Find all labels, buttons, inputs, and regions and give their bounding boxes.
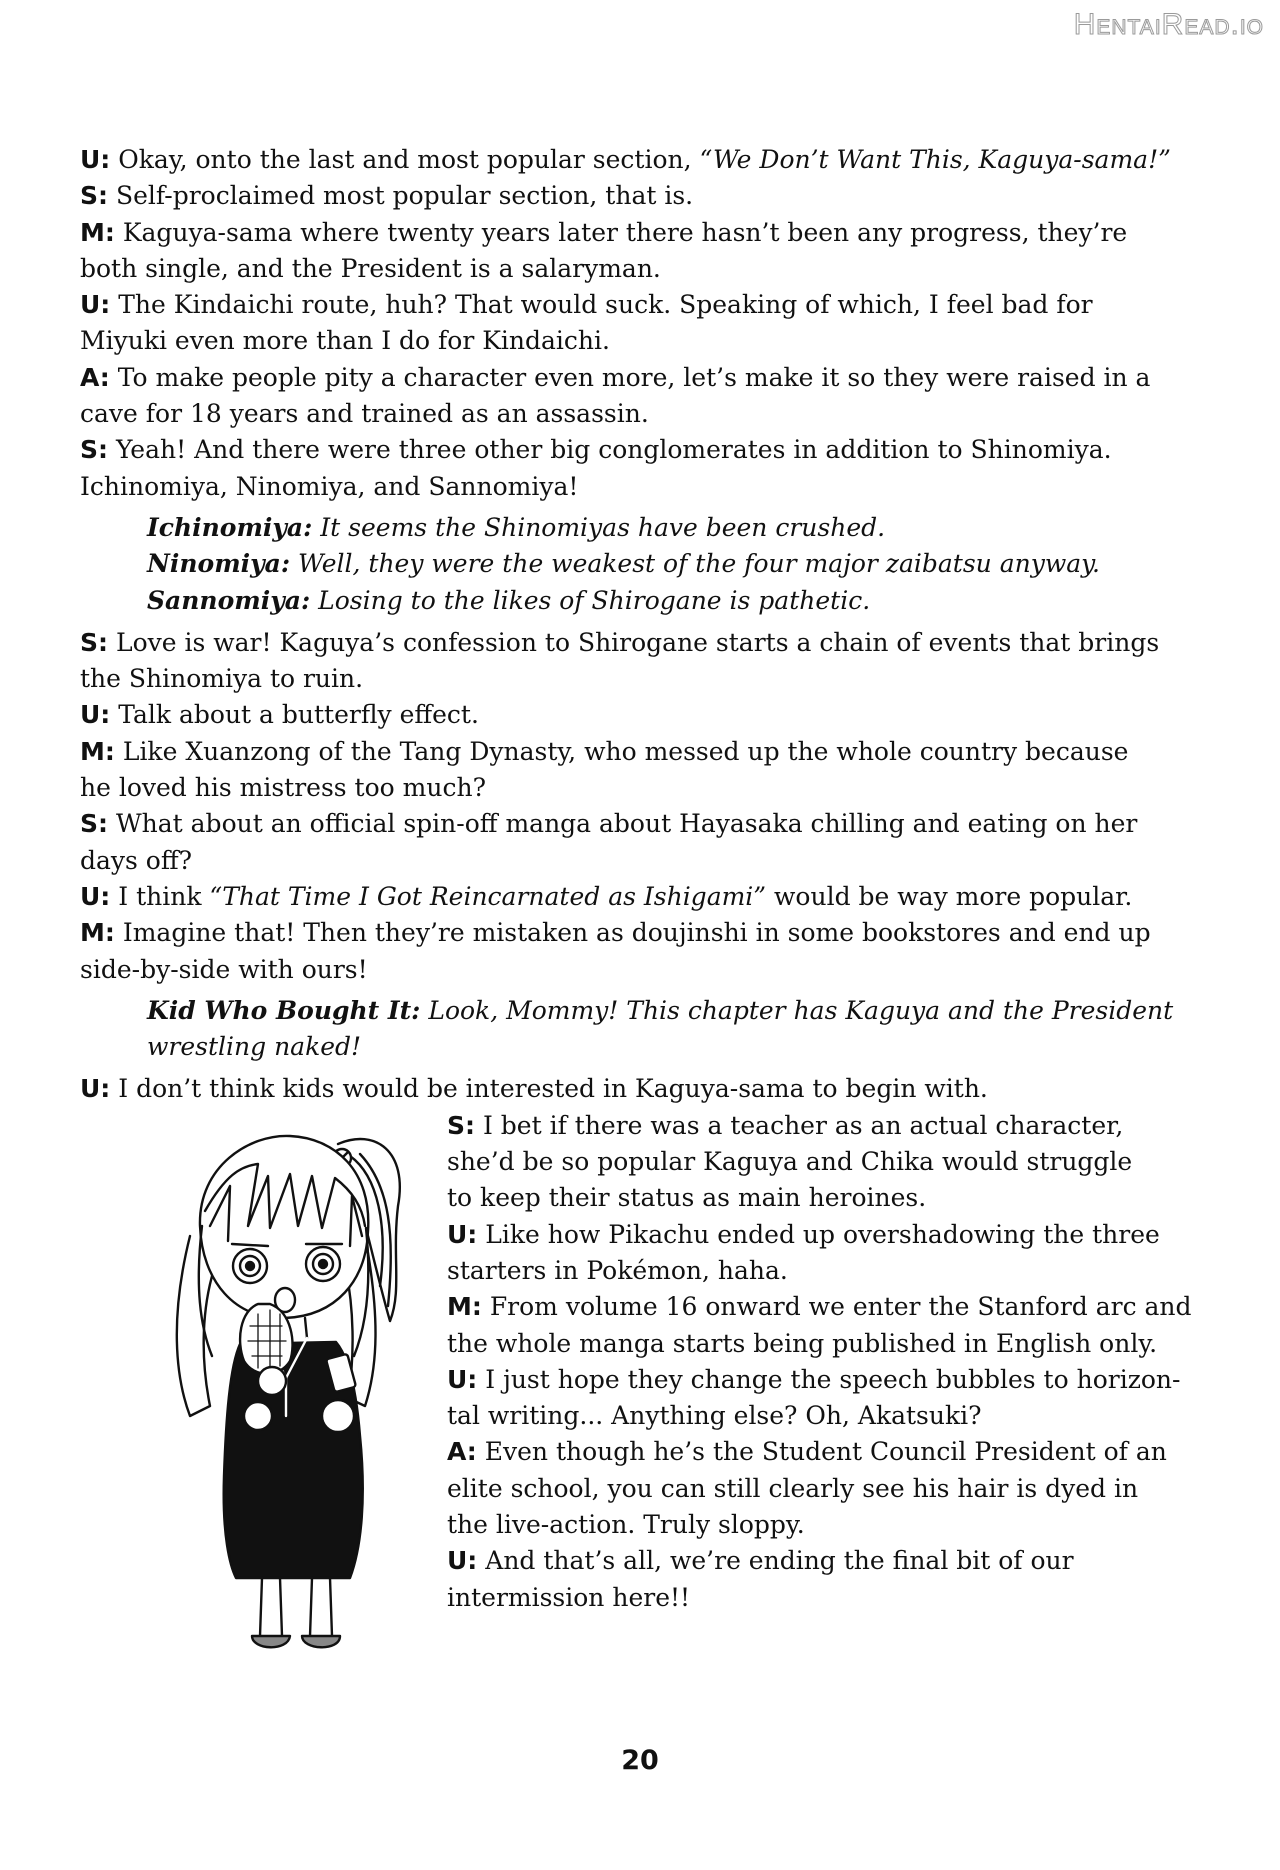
dialogue-text: I bet if there was a teacher as an actual character, <box>475 1110 1124 1140</box>
dialogue-line <box>80 396 1220 432</box>
speaker-label: M: <box>447 1292 482 1322</box>
quote-block <box>147 510 1220 619</box>
dialogue-text: Even though he’s the Student Council President of an <box>476 1437 1167 1467</box>
dialogue-text: both single, and the President is a salaryman. <box>80 253 661 283</box>
dialogue-text: to keep their status as main heroines. <box>447 1183 927 1213</box>
speaker-label: M: <box>80 217 115 247</box>
dialogue-text: starters in Pokémon, haha. <box>447 1255 788 1285</box>
dialogue-line <box>447 1289 1227 1325</box>
dialogue-line <box>80 178 1220 214</box>
dialogue-block <box>80 142 1220 505</box>
speaker-label: U: <box>447 1219 478 1249</box>
dialogue-text: Like how Pikachu ended up overshadowing the three <box>477 1219 1160 1249</box>
speaker-label: U: <box>447 1364 478 1394</box>
quote-speaker: Kid Who Bought It: <box>147 995 421 1025</box>
quote-speaker: Ichinomiya: <box>147 512 313 542</box>
dialogue-text: days off? <box>80 845 193 875</box>
dialogue-text: the whole manga starts being published in English only. <box>447 1328 1158 1358</box>
speaker-label: S: <box>80 435 109 465</box>
dialogue-block <box>447 1108 1227 1616</box>
quote-text: Look, Mommy! This chapter has Kaguya and the President <box>420 995 1174 1025</box>
dialogue-line <box>80 360 1220 396</box>
chibi-girl-illustration <box>140 1116 440 1668</box>
dialogue-text: Yeah! And there were three other big conglomerates in addition to Shinomiya. <box>108 435 1112 465</box>
dialogue-text: Ichinomiya, Ninomiya, and Sannomiya! <box>80 471 579 501</box>
speaker-label: U: <box>80 290 111 320</box>
dialogue-text: Imagine that! Then they’re mistaken as doujinshi in some bookstores and end up <box>114 918 1151 948</box>
watermark: HentaiRead.io <box>1073 8 1264 41</box>
dialogue-line <box>447 1580 1227 1616</box>
dialogue-text: side-by-side with ours! <box>80 954 368 984</box>
dialogue-line <box>80 625 1220 661</box>
speaker-label: S: <box>447 1110 476 1140</box>
dialogue-text: Self-proclaimed most popular section, that is. <box>108 181 694 211</box>
speaker-label: U: <box>80 881 111 911</box>
speaker-label: A: <box>80 362 110 392</box>
dialogue-text: Okay, onto the last and most popular section, <box>110 145 700 174</box>
dialogue-line <box>80 661 1220 697</box>
quote-speaker: Ninomiya: <box>147 549 291 579</box>
speaker-label: A: <box>447 1437 477 1467</box>
dialogue-text: From volume 16 onward we enter the Stanford arc and <box>481 1292 1192 1322</box>
dialogue-line <box>80 287 1220 323</box>
dialogue-line <box>447 1108 1227 1144</box>
dialogue-line <box>80 697 1220 733</box>
dialogue-line <box>447 1180 1227 1216</box>
dialogue-text: cave for 18 years and trained as an assassin. <box>80 399 649 429</box>
quote-line <box>147 546 1220 582</box>
speaker-label: S: <box>80 181 109 211</box>
dialogue-text: elite school, you can still clearly see his hair is dyed in <box>447 1473 1139 1503</box>
quote-text: It seems the Shinomiyas have been crushed. <box>312 512 886 542</box>
quote-text: wrestling naked! <box>147 1032 362 1062</box>
dialogue-text: And that’s all, we’re ending the final bit of our <box>477 1546 1074 1576</box>
quote-line <box>147 583 1220 619</box>
speaker-label: S: <box>80 809 109 839</box>
dialogue-line <box>80 806 1220 842</box>
document-body <box>80 142 1220 1668</box>
dialogue-text: she’d be so popular Kaguya and Chika would struggle <box>447 1147 1133 1177</box>
dialogue-line <box>447 1434 1227 1470</box>
dialogue-line <box>80 432 1220 468</box>
dialogue-line <box>80 251 1220 287</box>
quote-text: Well, they were the weakest of the four major zaibatsu anyway. <box>290 549 1100 579</box>
speaker-label: U: <box>80 700 111 730</box>
dialogue-text: the Shinomiya to ruin. <box>80 664 364 694</box>
dialogue-line <box>80 1071 1220 1107</box>
page-number: 20 <box>621 1745 659 1776</box>
dialogue-line <box>80 323 1220 359</box>
dialogue-text: I just hope they change the speech bubbles to horizon- <box>477 1364 1181 1394</box>
dialogue-text: Talk about a butterfly effect. <box>110 700 479 730</box>
quote-text: Losing to the likes of Shirogane is pathetic. <box>310 585 871 615</box>
dialogue-line <box>447 1253 1227 1289</box>
dialogue-line <box>447 1362 1227 1398</box>
dialogue-line <box>80 770 1220 806</box>
speaker-label: S: <box>80 627 109 657</box>
dialogue-line <box>80 915 1220 951</box>
dialogue-text: I don’t think kids would be interested in Kaguya-sama to begin with. <box>110 1074 988 1104</box>
italic-title: “We Don’t Want This, Kaguya-sama!” <box>699 145 1171 174</box>
dialogue-line <box>80 215 1220 251</box>
dialogue-line <box>80 734 1220 770</box>
dialogue-line <box>447 1471 1227 1507</box>
dialogue-block <box>80 1071 1220 1107</box>
speaker-label: U: <box>80 145 111 174</box>
speaker-label: M: <box>80 736 115 766</box>
dialogue-text: would be way more popular. <box>766 881 1133 911</box>
quote-block <box>147 993 1220 1066</box>
speaker-label: U: <box>447 1546 478 1576</box>
quote-speaker: Sannomiya: <box>147 585 311 615</box>
speaker-label: U: <box>80 1074 111 1104</box>
quote-line <box>147 1029 1220 1065</box>
dialogue-text: What about an official spin-off manga about Hayasaka chilling and eating on her <box>108 809 1138 839</box>
dialogue-text: Like Xuanzong of the Tang Dynasty, who messed up the whole country because <box>114 736 1129 766</box>
dialogue-line <box>80 879 1220 915</box>
illustrated-section <box>80 1108 1220 1668</box>
dialogue-text: To make people pity a character even more, let’s make it so they were raised in a <box>109 362 1151 392</box>
italic-title: “That Time I Got Reincarnated as Ishigami” <box>209 881 767 911</box>
dialogue-line <box>447 1217 1227 1253</box>
dialogue-line <box>447 1398 1227 1434</box>
dialogue-text: intermission here!! <box>447 1582 691 1612</box>
speaker-label: M: <box>80 918 115 948</box>
dialogue-line <box>447 1326 1227 1362</box>
dialogue-text: Miyuki even more than I do for Kindaichi. <box>80 326 610 356</box>
dialogue-text: The Kindaichi route, huh? That would suck. Speaking of which, I feel bad for <box>110 290 1093 320</box>
dialogue-block <box>80 625 1220 988</box>
dialogue-line <box>80 843 1220 879</box>
dialogue-line <box>80 952 1220 988</box>
dialogue-text: I think <box>110 881 210 911</box>
quote-line <box>147 993 1220 1029</box>
dialogue-line <box>447 1507 1227 1543</box>
dialogue-line <box>447 1543 1227 1579</box>
dialogue-text: Kaguya-sama where twenty years later there hasn’t been any progress, they’re <box>114 217 1128 247</box>
dialogue-text: Love is war! Kaguya’s confession to Shirogane starts a chain of events that brings <box>108 627 1160 657</box>
dialogue-line <box>80 142 1220 178</box>
dialogue-text: tal writing... Anything else? Oh, Akatsuki? <box>447 1401 982 1431</box>
dialogue-text: he loved his mistress too much? <box>80 773 486 803</box>
dialogue-line <box>80 469 1220 505</box>
dialogue-line <box>447 1144 1227 1180</box>
quote-line <box>147 510 1220 546</box>
dialogue-text: the live-action. Truly sloppy. <box>447 1509 805 1539</box>
